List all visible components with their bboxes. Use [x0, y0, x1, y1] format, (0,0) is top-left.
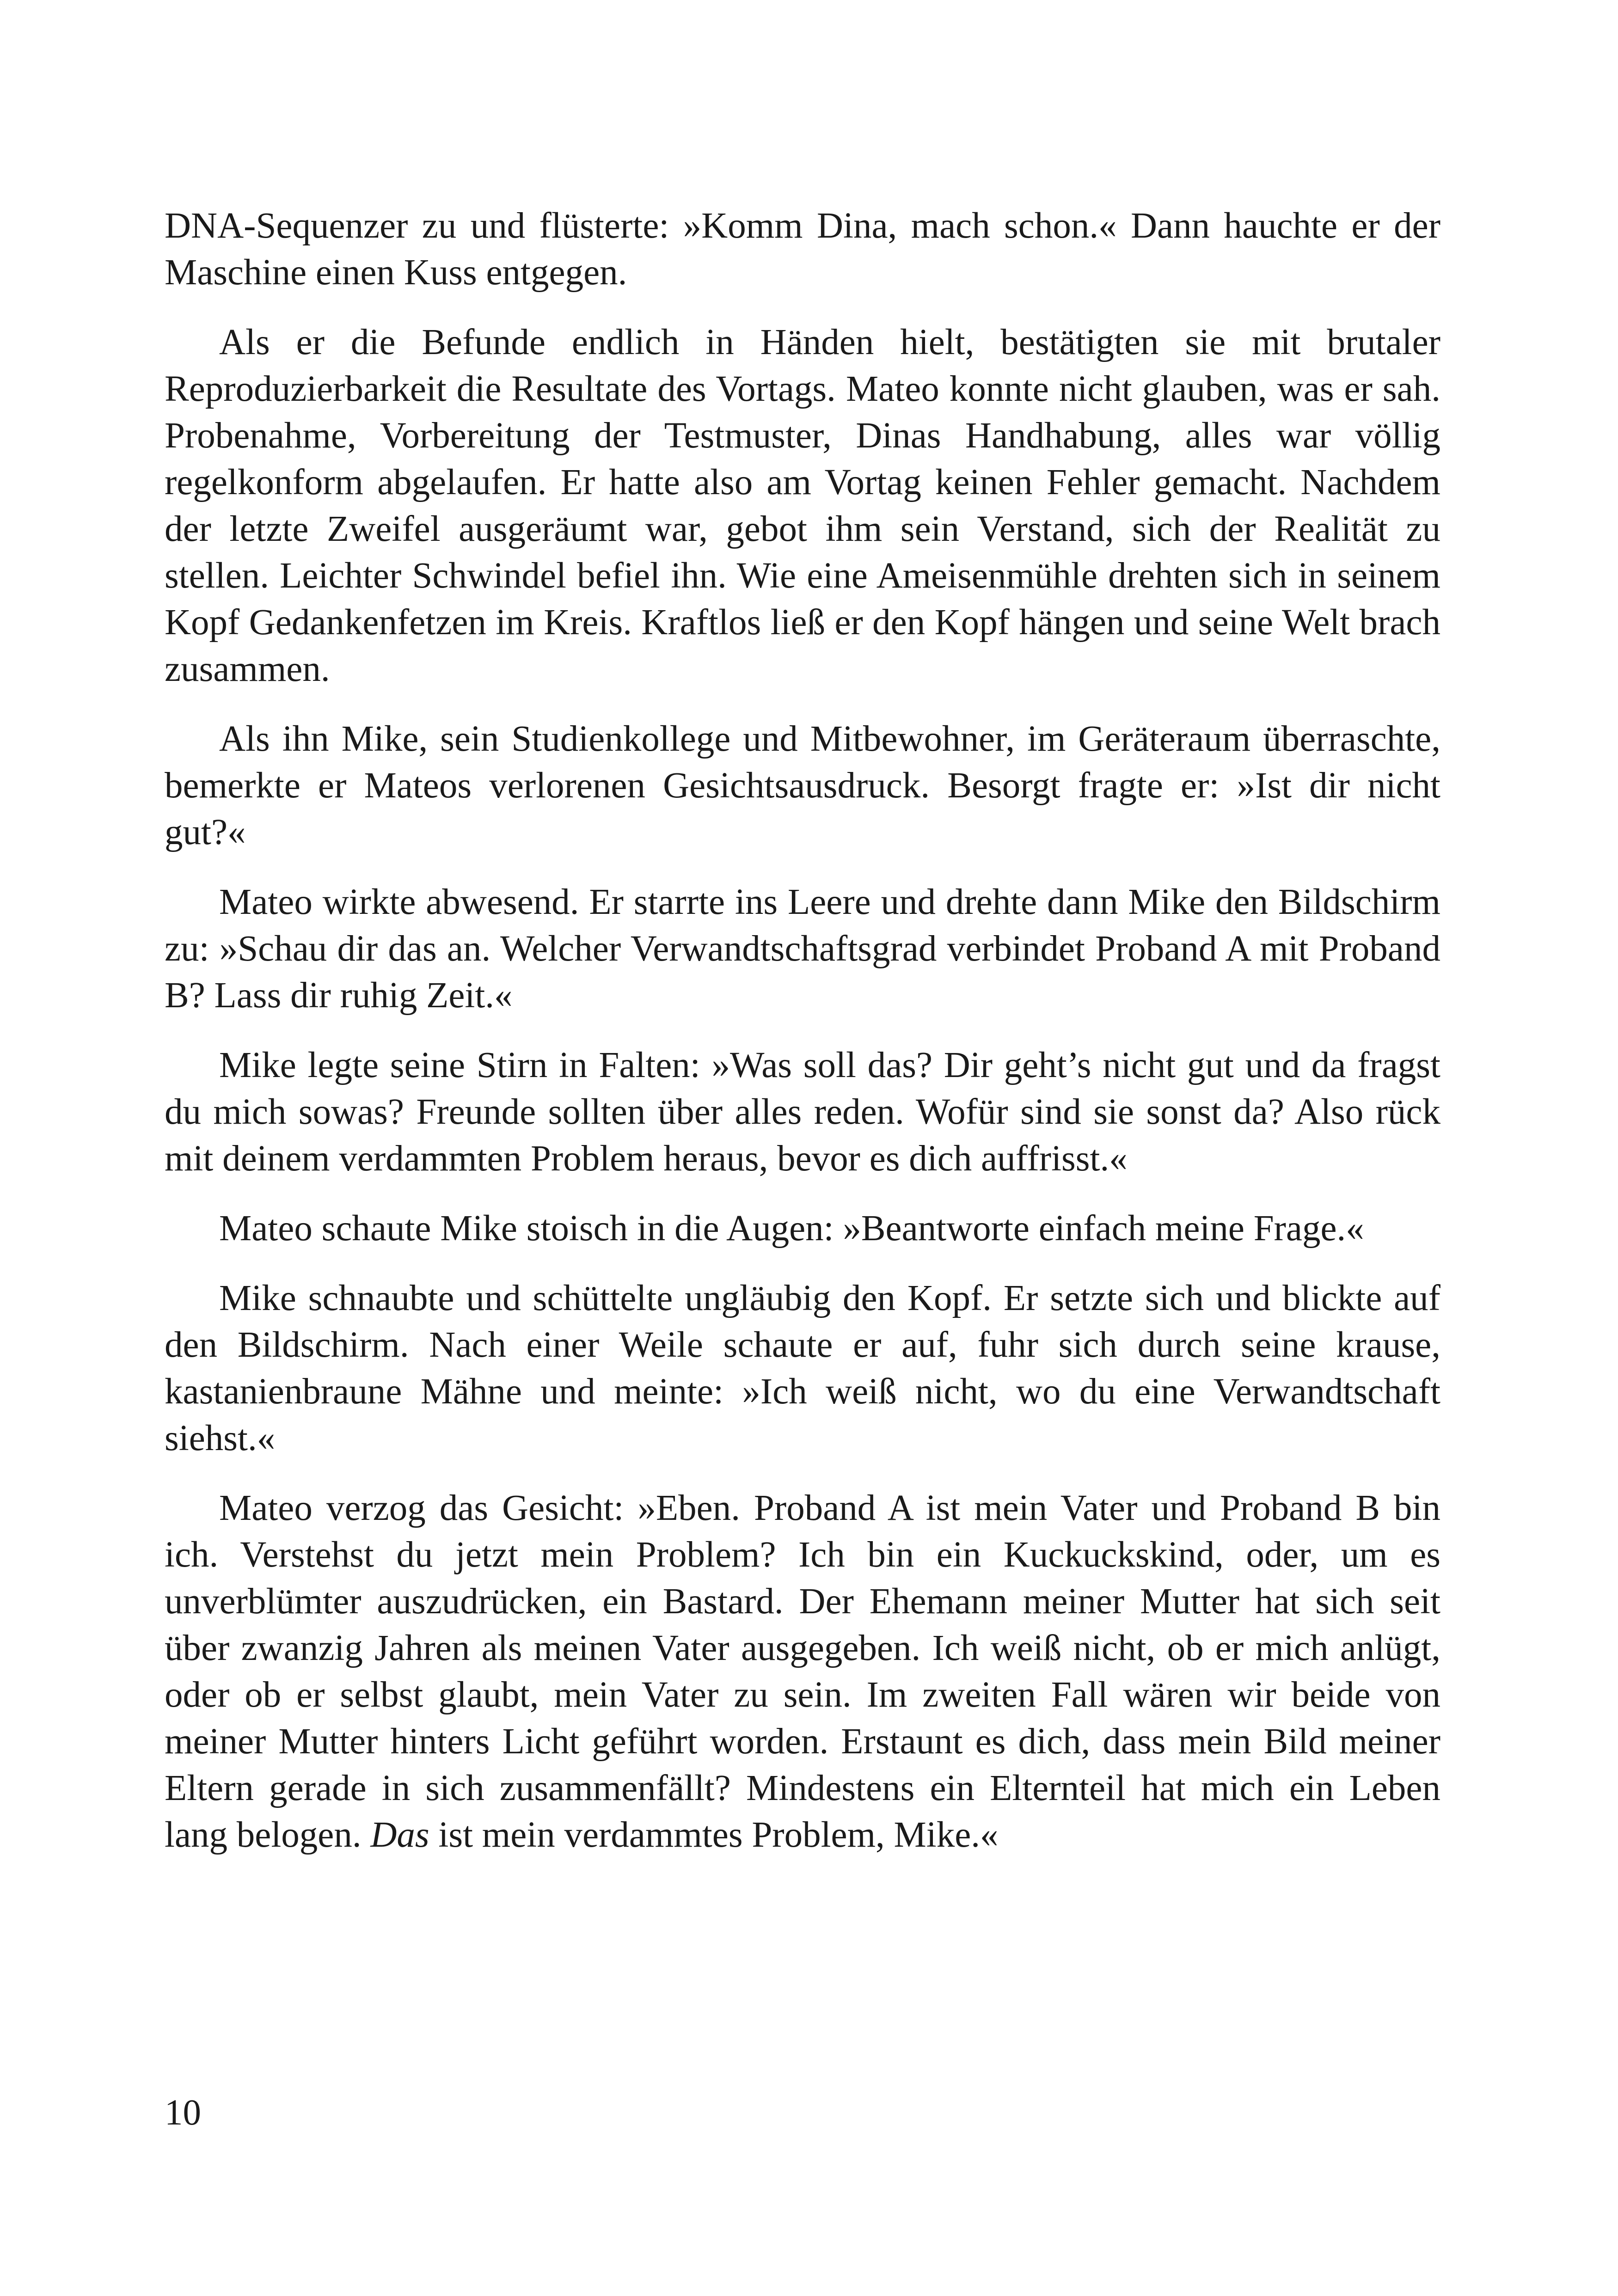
paragraph-text: Mike schnaubte und schüttelte ungläubig den Kopf. Er setzte sich und blickte auf den Bildschirm. Nach einer Weile schaute er auf, fuhr sich durch seine krause, kastanienbraune Mähne und meinte: »Ich weiß nicht, wo du eine Verwandtschaft siehst.«: [165, 1278, 1440, 1458]
paragraph: [165, 202, 1440, 296]
emphasis-text: Das: [370, 1815, 429, 1855]
paragraph: [165, 716, 1440, 856]
page-number: 10: [165, 2093, 201, 2133]
body-text: [165, 202, 1440, 1858]
paragraph: [165, 1205, 1440, 1252]
paragraph-text: DNA-Sequenzer zu und flüsterte: »Komm Dina, mach schon.« Dann hauchte er der Maschine einen Kuss entgegen.: [165, 206, 1440, 293]
paragraph-text: Mateo wirkte abwesend. Er starrte ins Leere und drehte dann Mike den Bildschirm zu: »Schau dir das an. Welcher Verwandtschaftsgrad verbindet Proband A mit Proband B? Lass dir ruhig Zeit.«: [165, 882, 1440, 1016]
paragraph-text: Als er die Befunde endlich in Händen hielt, bestätigten sie mit brutaler Reproduzierbarkeit die Resultate des Vortags. Mateo konnte nicht glauben, was er sah. Probenahme, Vorbereitung der Testmuster, Dinas Handhabung, alles war völlig regelkonform abgelaufen. Er hatte also am Vortag keinen Fehler gemacht. Nachdem der letzte Zweifel ausgeräumt war, gebot ihm sein Verstand, sich der Realität zu stellen. Leichter Schwindel befiel ihn. Wie eine Ameisenmühle drehten sich in seinem Kopf Gedankenfetzen im Kreis. Kraftlos ließ er den Kopf hängen und seine Welt brach zusammen.: [165, 322, 1440, 689]
paragraph-text: Mike legte seine Stirn in Falten: »Was soll das? Dir geht’s nicht gut und da fragst du mich sowas? Freunde sollten über alles reden. Wofür sind sie sonst da? Also rück mit deinem verdammten Problem heraus, bevor es dich auffrisst.«: [165, 1045, 1440, 1179]
paragraph-text: ist mein verdammtes Problem, Mike.«: [429, 1815, 999, 1855]
paragraph-text: Mateo verzog das Gesicht: »Eben. Proband A ist mein Vater und Proband B bin ich. Verstehst du jetzt mein Problem? Ich bin ein Kuckuckskind, oder, um es unverblümter auszudrücken, ein Bastard. Der Ehemann meiner Mutter hat sich seit über zwanzig Jahren als meinen Vater ausgegeben. Ich weiß nicht, ob er mich anlügt, oder ob er selbst glaubt, mein Vater zu sein. Im zweiten Fall wären wir beide von meiner Mutter hinters Licht geführt worden. Erstaunt es dich, dass mein Bild meiner Eltern gerade in sich zusammenfällt? Mindestens ein Elternteil hat mich ein Leben lang belogen.: [165, 1488, 1440, 1855]
paragraph: [165, 1042, 1440, 1182]
paragraph-text: Mateo schaute Mike stoisch in die Augen: »Beantworte einfach meine Frage.«: [219, 1208, 1364, 1249]
paragraph: [165, 879, 1440, 1019]
paragraph: [165, 1485, 1440, 1858]
paragraph: [165, 1275, 1440, 1462]
paragraph-text: Als ihn Mike, sein Studienkollege und Mitbewohner, im Geräteraum überraschte, bemerkte er Mateos verlorenen Gesichtsausdruck. Besorgt fragte er: »Ist dir nicht gut?«: [165, 719, 1440, 852]
paragraph: [165, 319, 1440, 692]
